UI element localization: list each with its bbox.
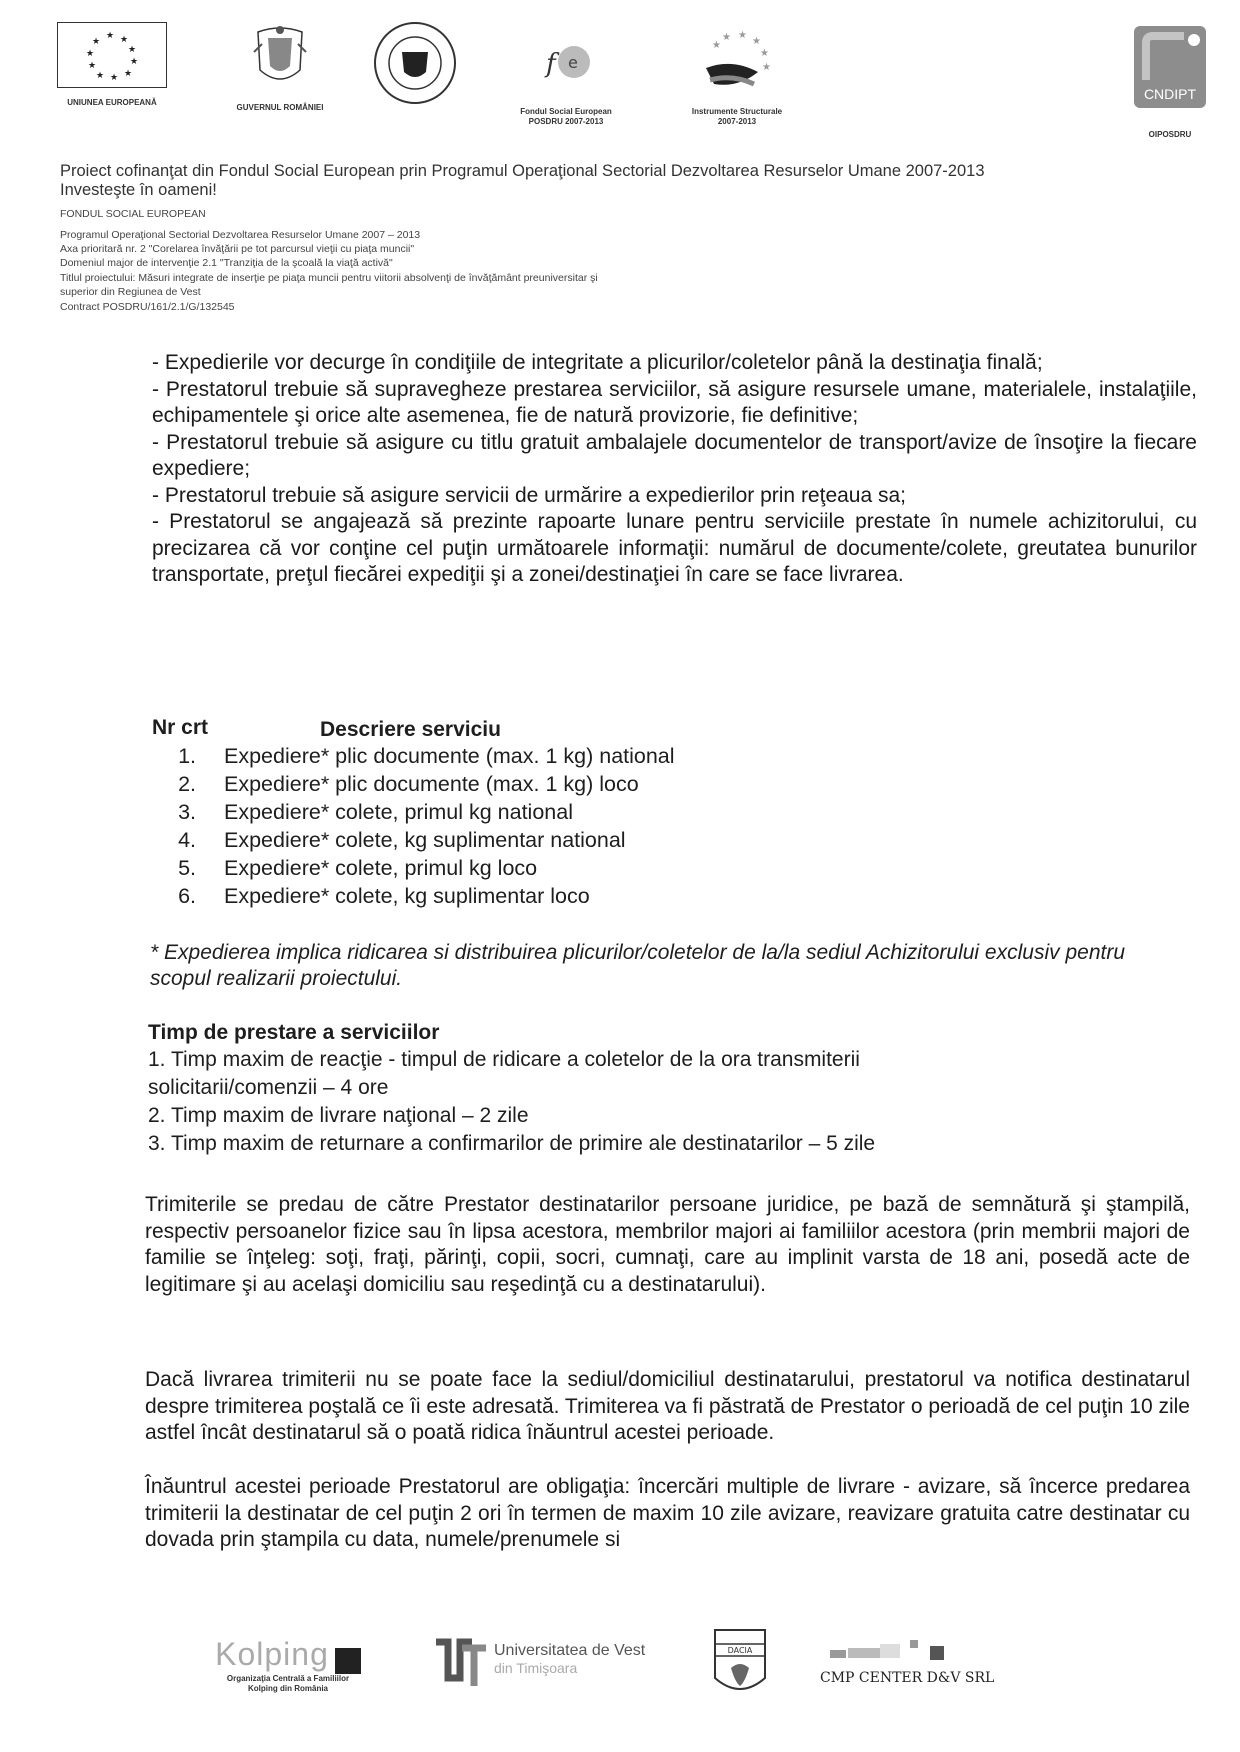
project-cofinancing-line: Proiect cofinanţat din Fondul Social European prin Programul Operaţional Sectorial Dezvoltarea Resurselor Umane 2007-2013 [60, 162, 985, 180]
row-description: Expediere* colete, primul kg loco [224, 856, 538, 880]
project-slogan: Investeşte în oameni! [60, 181, 217, 199]
row-number: 4. [178, 828, 196, 852]
svg-text:★: ★ [752, 36, 761, 47]
svg-text:★: ★ [722, 32, 731, 43]
kolping-wordmark: Kolping [215, 1636, 329, 1672]
project-detail: Axa prioritară nr. 2 "Corelarea învăţării pe tot parcursul vieţii cu piaţa muncii" [60, 243, 415, 255]
svg-text:f: f [546, 49, 556, 79]
si-caption-2: 2007-2013 [717, 117, 757, 126]
dacia-crest-icon [711, 1626, 769, 1702]
uvt-emblem-icon [432, 1638, 488, 1688]
government-caption: GUVERNUL ROMÂNIEI [236, 103, 324, 112]
requirement-item: - Prestatorul trebuie să asigure cu titlu gratuit ambalajele documentelor de transport/avize de însoţire la fiecare expediere; [152, 430, 1197, 480]
notification-paragraph: Dacă livrarea trimiterii nu se poate face la sediul/domiciliul destinatarului, prestatorul va notifica destinatarul despre trimiterea poştală ce îi este adresată. Trimiterea va fi păstrată de Prestator o perioadă de cel puţin 10 zile astfel încât destinatarul să o poată ridica înăuntrul acestei perioade. [145, 1368, 1190, 1444]
services-table-desc-header: Descriere serviciu [320, 718, 501, 741]
delivery-paragraph: Trimiterile se predau de către Prestator destinatarilor persoane juridice, pe bază de semnătură şi ştampilă, respectiv persoanelor fizice sau în lipsa acestora, membrilor majori ai familiilor acestora (prin membrii majori de familie se înţeleg: soţi, fraţi, părinţi, copii, socri, cumnaţi, care au implinit varsta de 18 ani, posedă acte de legitimare şi au acelaşi domiciliu sau reşedinţă cu a destinatarului). [145, 1193, 1190, 1296]
services-table-row [152, 856, 537, 881]
cndipt-text: CNDIPT [1143, 86, 1197, 102]
row-description: Expediere* plic documente (max. 1 kg) national [224, 744, 675, 768]
fse-icon [536, 40, 596, 88]
row-number: 3. [178, 800, 196, 824]
row-number: 5. [178, 856, 196, 880]
structural-instruments-icon [692, 28, 782, 102]
row-description: Expediere* colete, kg suplimentar loco [224, 884, 590, 908]
project-detail: superior din Regiunea de Vest [60, 286, 201, 298]
project-detail: Titlul proiectului: Măsuri integrate de inserţie pe piaţa muncii pentru viitorii absolvenţi de învăţământ preuniversitar şi [60, 272, 598, 284]
cndipt-badge [1134, 26, 1206, 108]
svg-text:★: ★ [762, 62, 771, 73]
si-caption-1: Instrumente Structurale [691, 107, 783, 116]
uvt-name: Universitatea de Vest [494, 1642, 646, 1659]
requirement-item: - Prestatorul trebuie să asigure servicii de urmărire a expedierilor prin reţeaua sa; [152, 483, 907, 507]
services-table-row [152, 744, 675, 769]
kolping-caption-2: Kolping din România [248, 1683, 328, 1693]
ministry-seal-icon [372, 20, 458, 106]
services-table-row [152, 884, 590, 909]
cmp-blocks-icon [820, 1640, 1000, 1662]
kolping-logo [198, 1636, 378, 1694]
romanian-crest-icon [250, 22, 310, 94]
dacia-crest [710, 1626, 770, 1707]
row-number: 6. [178, 884, 196, 908]
svg-text:e: e [568, 53, 578, 72]
kolping-k-icon [335, 1648, 361, 1674]
requirements-list [152, 350, 1197, 589]
requirement-item: - Prestatorul trebuie să supravegheze prestarea serviciilor, să asigure resursele umane, materialele, instalaţiile, echipamentele şi orice alte asemenea, fie de natură provizorie, fie definitive; [152, 377, 1197, 427]
requirement-item: - Expedierile vor decurge în condiţiile de integritate a plicurilor/coletelor până la destinaţia finală; [152, 351, 1043, 374]
services-table-row [152, 828, 626, 853]
services-table-nr-header: Nr crt [152, 716, 209, 739]
kolping-caption-1: Organizaţia Centrală a Familiilor [226, 1673, 350, 1683]
structural-instruments-logo [672, 28, 802, 127]
fse-logo [506, 40, 626, 127]
eu-caption: UNIUNEA EUROPEANĂ [67, 98, 157, 107]
timp-item: 3. Timp maxim de returnare a confirmarilor de primire ale destinatarilor – 5 zile [148, 1132, 876, 1155]
cmp-logo [820, 1640, 1000, 1686]
cmp-label: CMP CENTER D&V SRL [820, 1670, 995, 1686]
eu-logo [57, 22, 167, 108]
timp-heading: Timp de prestare a serviciilor [148, 1021, 440, 1044]
fse-caption-1: Fondul Social European [520, 107, 612, 116]
services-table-row [152, 772, 639, 797]
obligation-paragraph: Înăuntrul acestei perioade Prestatorul are obligaţia: încercări multiple de livrare - avizare, să încerce predarea trimiterii la destinatar de cel puţin 2 ori în termen de maxim 10 zile avizare, reavizare gratuita catre destinatar cu dovada prin ştampila cu data, numele/prenumele si [145, 1475, 1190, 1551]
ministry-seal [372, 20, 458, 111]
government-logo [225, 22, 335, 113]
eu-flag-icon: ★ ★ ★ ★ ★ ★ ★ ★ ★ ★ [57, 22, 167, 88]
uvt-logo [432, 1636, 662, 1696]
timp-item: solicitarii/comenzii – 4 ore [148, 1076, 389, 1099]
row-description: Expediere* colete, primul kg national [224, 800, 573, 824]
svg-text:★: ★ [760, 48, 769, 59]
timp-item: 1. Timp maxim de reacţie - timpul de ridicare a coletelor de la ora transmiterii [148, 1048, 860, 1071]
project-detail: Domeniul major de intervenţie 2.1 "Tranziţia de la şcoală la viaţă activă" [60, 257, 393, 269]
expediere-note: * Expedierea implica ridicarea si distribuirea plicurilor/coletelor de la/la sediul Achizitorului exclusiv pentru scopul realizarii proiectului. [150, 941, 1126, 990]
project-detail: FONDUL SOCIAL EUROPEAN [60, 208, 206, 220]
fse-caption-2: POSDRU 2007-2013 [528, 117, 604, 126]
dacia-label: DACIA [727, 1646, 753, 1655]
cndipt-caption: OIPOSDRU [1148, 130, 1192, 139]
project-detail: Programul Operaţional Sectorial Dezvoltarea Resurselor Umane 2007 – 2013 [60, 229, 421, 241]
requirement-item: - Prestatorul se angajează să prezinte rapoarte lunare pentru serviciile prestate în numele achizitorului, cu precizarea că vor conţine cel puţin următoarele informaţii: numărul de documente/colete, greutatea bunurilor transportate, preţul fiecărei expediţii şi a zonei/destinaţiei în care se face livrarea. [152, 510, 1197, 586]
cndipt-logo [1128, 26, 1212, 140]
row-description: Expediere* colete, kg suplimentar national [224, 828, 626, 852]
services-table-row [152, 800, 573, 825]
row-description: Expediere* plic documente (max. 1 kg) loco [224, 772, 639, 796]
row-number: 1. [178, 744, 196, 768]
row-number: 2. [178, 772, 196, 796]
project-detail: Contract POSDRU/161/2.1/G/132545 [60, 301, 235, 313]
svg-text:★: ★ [738, 30, 747, 41]
timp-item: 2. Timp maxim de livrare naţional – 2 zile [148, 1104, 529, 1127]
svg-text:★: ★ [712, 40, 721, 51]
uvt-city: din Timişoara [494, 1660, 578, 1676]
